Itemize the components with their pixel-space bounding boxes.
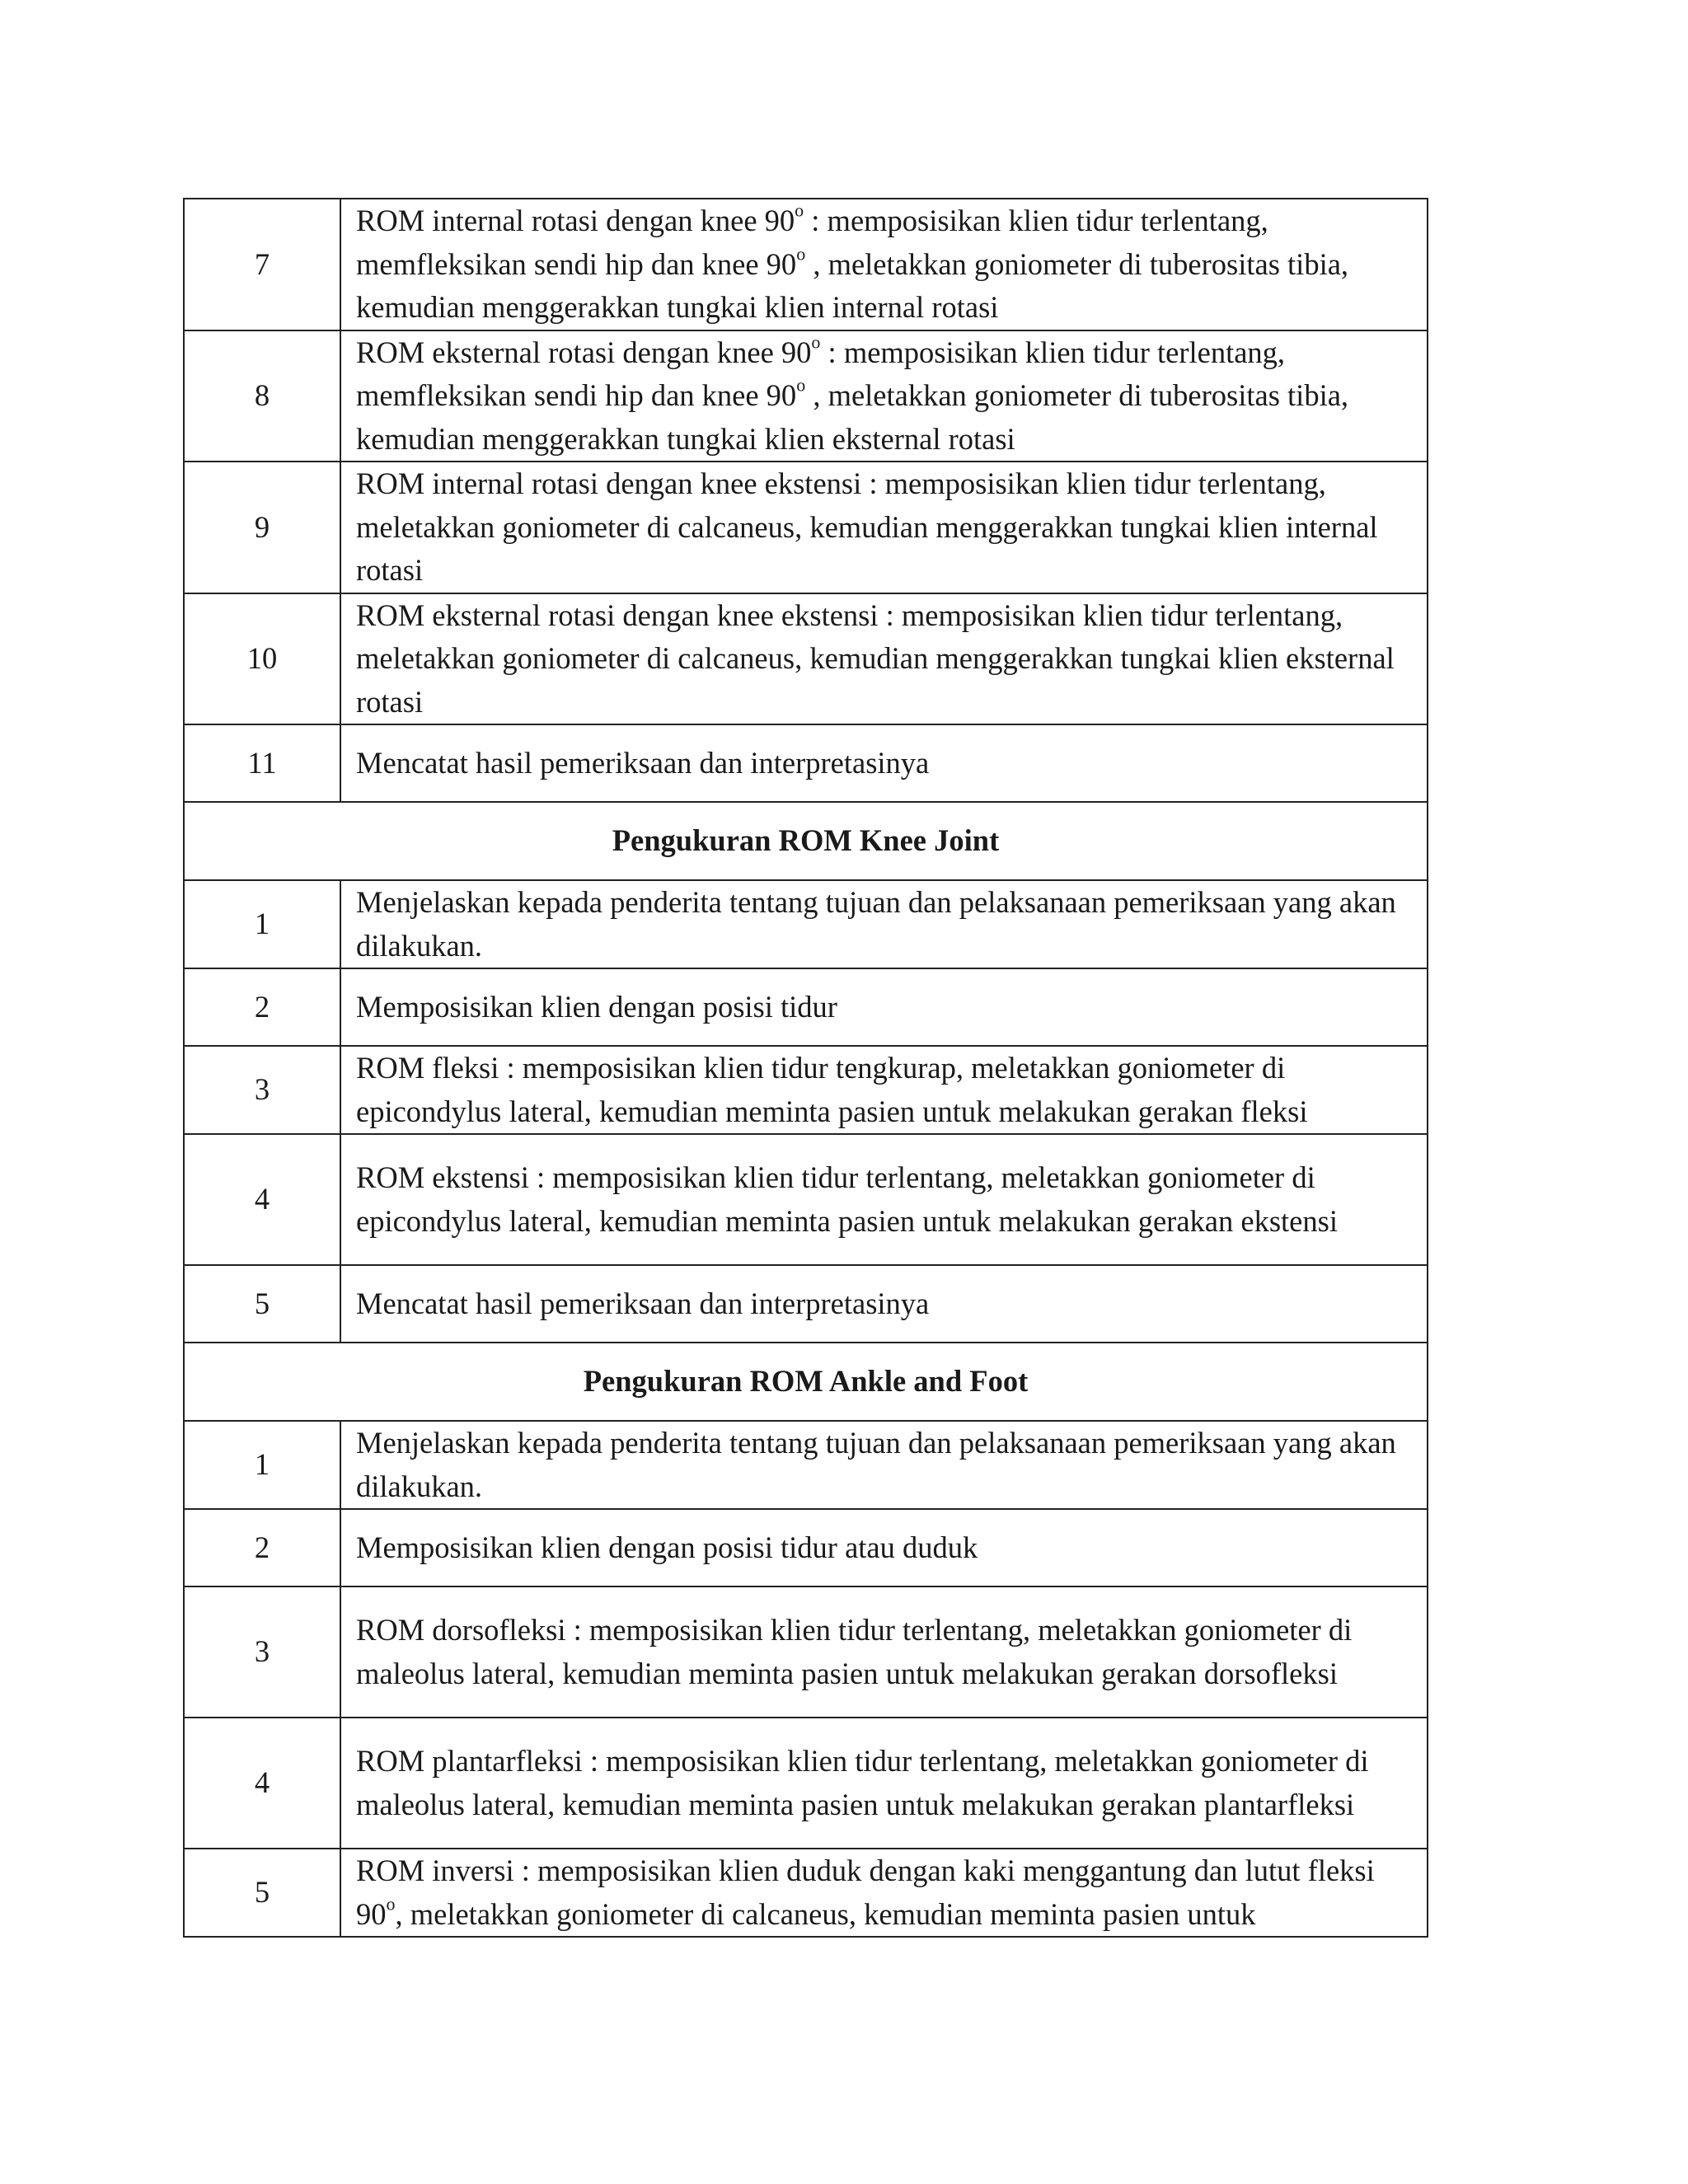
degree-superscript: o bbox=[386, 1892, 396, 1914]
table-row bbox=[184, 1849, 1428, 1937]
table-row bbox=[184, 1134, 1428, 1265]
step-number: 3 bbox=[184, 1586, 340, 1718]
table-row bbox=[184, 880, 1428, 968]
step-number: 3 bbox=[184, 1046, 340, 1134]
step-description: ROM inversi : memposisikan klien duduk dengan kaki menggantung dan lutut fleksi 90$^o$, meletakkan goniometer di calcaneus, kemudian meminta pasien untuk bbox=[340, 1849, 1428, 1937]
section-heading: Pengukuran ROM Knee Joint bbox=[184, 802, 1428, 880]
section-row bbox=[184, 1343, 1428, 1421]
step-description: Memposisikan klien dengan posisi tidur atau duduk bbox=[340, 1509, 1428, 1586]
step-number: 11 bbox=[184, 724, 340, 802]
step-description: ROM eksternal rotasi dengan knee 90$^o$ : memposisikan klien tidur terlentang, memfleksikan sendi hip dan knee 90$^o$ , meletakkan goniometer di tuberositas tibia, kemudian menggerakkan tungkai klien eksternal rotasi bbox=[340, 330, 1428, 462]
step-number: 4 bbox=[184, 1718, 340, 1849]
table-row bbox=[184, 1509, 1428, 1586]
step-description: ROM plantarfleksi : memposisikan klien tidur terlentang, meletakkan goniometer di maleolus lateral, kemudian meminta pasien untuk melakukan gerakan plantarfleksi bbox=[340, 1718, 1428, 1849]
procedure-table bbox=[183, 198, 1428, 1938]
table-row bbox=[184, 968, 1428, 1046]
step-description: ROM ekstensi : memposisikan klien tidur terlentang, meletakkan goniometer di epicondylus lateral, kemudian meminta pasien untuk melakukan gerakan ekstensi bbox=[340, 1134, 1428, 1265]
table-row bbox=[184, 724, 1428, 802]
step-number: 2 bbox=[184, 1509, 340, 1586]
step-number: 10 bbox=[184, 593, 340, 725]
step-description: ROM internal rotasi dengan knee ekstensi : memposisikan klien tidur terlentang, meletakkan goniometer di calcaneus, kemudian menggerakkan tungkai klien internal rotasi bbox=[340, 462, 1428, 593]
step-description: Mencatat hasil pemeriksaan dan interpretasinya bbox=[340, 1265, 1428, 1343]
step-number: 7 bbox=[184, 199, 340, 330]
step-description: Memposisikan klien dengan posisi tidur bbox=[340, 968, 1428, 1046]
step-description: Mencatat hasil pemeriksaan dan interpretasinya bbox=[340, 724, 1428, 802]
section-heading: Pengukuran ROM Ankle and Foot bbox=[184, 1343, 1428, 1421]
table-row bbox=[184, 1586, 1428, 1718]
table-row bbox=[184, 199, 1428, 330]
table-row bbox=[184, 1421, 1428, 1509]
step-number: 9 bbox=[184, 462, 340, 593]
step-number: 4 bbox=[184, 1134, 340, 1265]
degree-superscript: o bbox=[796, 374, 806, 396]
step-description: ROM internal rotasi dengan knee 90$^o$ : memposisikan klien tidur terlentang, memfleksikan sendi hip dan knee 90$^o$ , meletakkan goniometer di tuberositas tibia, kemudian menggerakkan tungkai klien internal rotasi bbox=[340, 199, 1428, 330]
step-description: Menjelaskan kepada penderita tentang tujuan dan pelaksanaan pemeriksaan yang akan dilakukan. bbox=[340, 1421, 1428, 1509]
table-row bbox=[184, 330, 1428, 462]
step-number: 2 bbox=[184, 968, 340, 1046]
step-description: ROM dorsofleksi : memposisikan klien tidur terlentang, meletakkan goniometer di maleolus lateral, kemudian meminta pasien untuk melakukan gerakan dorsofleksi bbox=[340, 1586, 1428, 1718]
table-row bbox=[184, 593, 1428, 725]
degree-superscript: o bbox=[811, 330, 821, 352]
step-description: Menjelaskan kepada penderita tentang tujuan dan pelaksanaan pemeriksaan yang akan dilakukan. bbox=[340, 880, 1428, 968]
step-number: 1 bbox=[184, 880, 340, 968]
section-row bbox=[184, 802, 1428, 880]
step-description: ROM fleksi : memposisikan klien tidur tengkurap, meletakkan goniometer di epicondylus lateral, kemudian meminta pasien untuk melakukan gerakan fleksi bbox=[340, 1046, 1428, 1134]
step-number: 8 bbox=[184, 330, 340, 462]
step-number: 5 bbox=[184, 1265, 340, 1343]
step-number: 5 bbox=[184, 1849, 340, 1937]
table-row bbox=[184, 1046, 1428, 1134]
table-row bbox=[184, 462, 1428, 593]
step-number: 1 bbox=[184, 1421, 340, 1509]
table-row bbox=[184, 1718, 1428, 1849]
step-description: ROM eksternal rotasi dengan knee ekstensi : memposisikan klien tidur terlentang, meletakkan goniometer di calcaneus, kemudian menggerakkan tungkai klien eksternal rotasi bbox=[340, 593, 1428, 725]
degree-superscript: o bbox=[796, 242, 806, 264]
table-row bbox=[184, 1265, 1428, 1343]
degree-superscript: o bbox=[795, 199, 804, 221]
